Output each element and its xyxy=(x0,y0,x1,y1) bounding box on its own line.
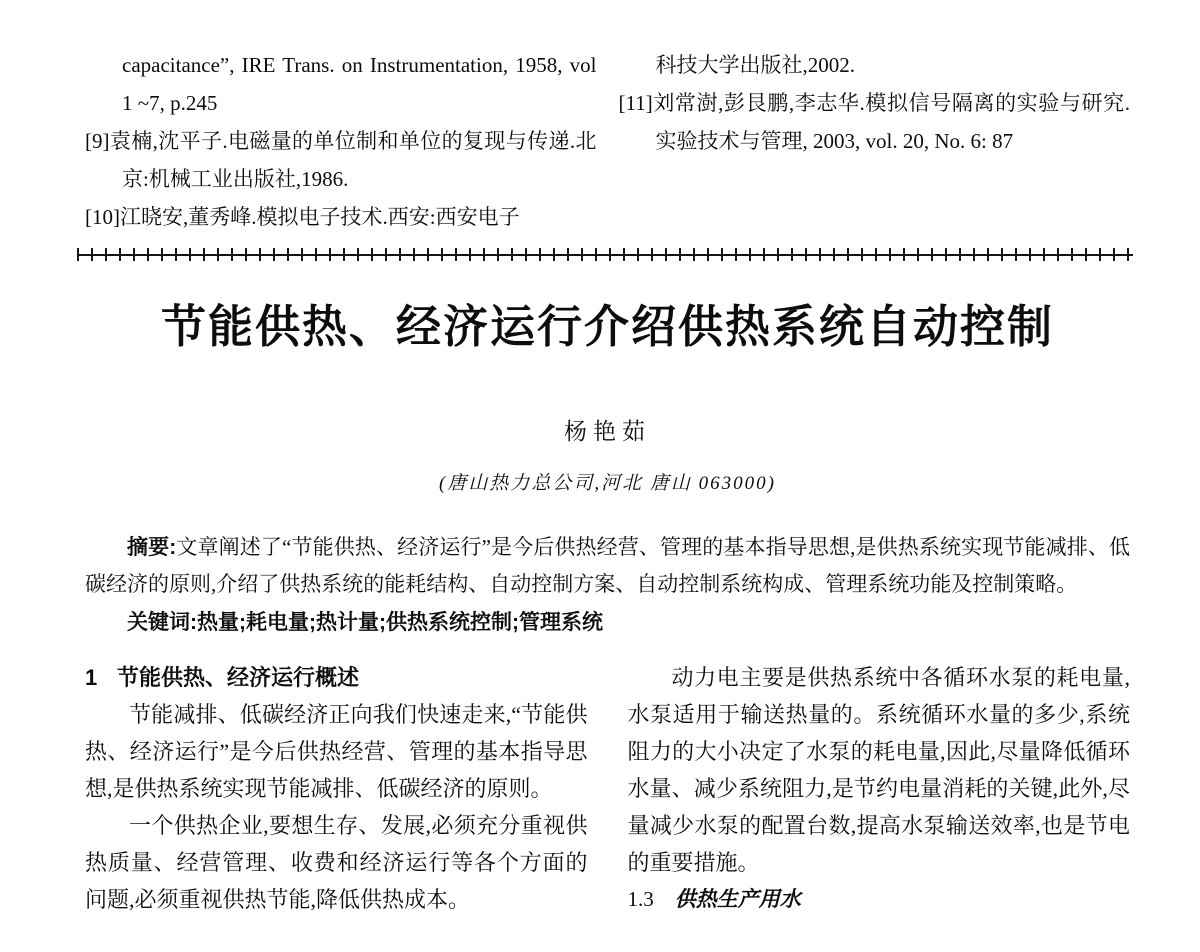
reference-entry: 科技大学出版社,2002. xyxy=(655,53,855,77)
body-right-column xyxy=(628,659,1131,918)
abstract-text: 文章阐述了“节能供热、经济运行”是今后供热经营、管理的基本指导思想,是供热系统实现节能减排、低碳经济的原则,介绍了供热系统的能耗结构、自动控制方案、自动控制系统构成、管理系统功能及控制策略。 xyxy=(85,535,1130,596)
subsection-number: 1.3 xyxy=(627,887,654,911)
references-section xyxy=(85,46,1130,236)
reference-entry: [9]袁楠,沈平子.电磁量的单位制和单位的复现与传递.北京:机械工业出版社,1986. xyxy=(85,129,597,191)
keywords-label: 关键词: xyxy=(127,611,197,634)
abstract-label: 摘要: xyxy=(127,536,177,559)
body-columns xyxy=(85,659,1130,918)
reference-entry: [11]刘常澍,彭艮鹏,李志华.模拟信号隔离的实验与研究.实验技术与管理, 2003, vol. 20, No. 6: 87 xyxy=(618,91,1130,153)
body-paragraph: 节能减排、低碳经济正向我们快速走来,“节能供热、经济运行”是今后供热经营、管理的基本指导思想,是供热系统实现节能减排、低碳经济的原则。 xyxy=(85,702,588,801)
reference-entry: capacitance”, IRE Trans. on Instrumentation, 1958, vol 1 ~7, p.245 xyxy=(122,53,597,115)
body-paragraph: 一个供热企业,要想生存、发展,必须充分重视供热质量、经营管理、收费和经济运行等各个方面的问题,必须重视供热节能,降低供热成本。 xyxy=(85,813,588,912)
abstract xyxy=(85,529,1130,602)
keywords-text: 热量;耗电量;热计量;供热系统控制;管理系统 xyxy=(197,611,603,634)
body-paragraph: 动力电主要是供热系统中各循环水泵的耗电量,水泵适用于输送热量的。系统循环水量的多少,系统阻力的大小决定了水泵的耗电量,因此,尽量降低循环水量、减少系统阻力,是节约电量消耗的关键,此外,尽量减少水泵的配置台数,提高水泵输送效率,也是节电的重要措施。 xyxy=(627,665,1130,875)
reference-entry: [10]江晓安,董秀峰.模拟电子技术.西安:西安电子 xyxy=(85,205,520,229)
subsection-heading xyxy=(628,881,1131,918)
references-right-column xyxy=(619,46,1131,236)
article-title: 节能供热、经济运行介绍供热系统自动控制 xyxy=(160,301,1054,352)
keywords xyxy=(85,605,1130,641)
section-heading xyxy=(85,659,588,696)
body-left-column xyxy=(85,659,588,918)
subsection-heading-text: 供热生产用水 xyxy=(674,887,801,911)
references-left-column xyxy=(85,46,597,236)
section-number: 1 xyxy=(85,665,98,690)
hatched-divider-rule xyxy=(77,248,1133,261)
section-heading-text: 节能供热、经济运行概述 xyxy=(117,665,360,690)
author-affiliation: (唐山热力总公司,河北 唐山 063000) xyxy=(439,473,776,494)
author-name: 杨艳茹 xyxy=(564,419,651,444)
